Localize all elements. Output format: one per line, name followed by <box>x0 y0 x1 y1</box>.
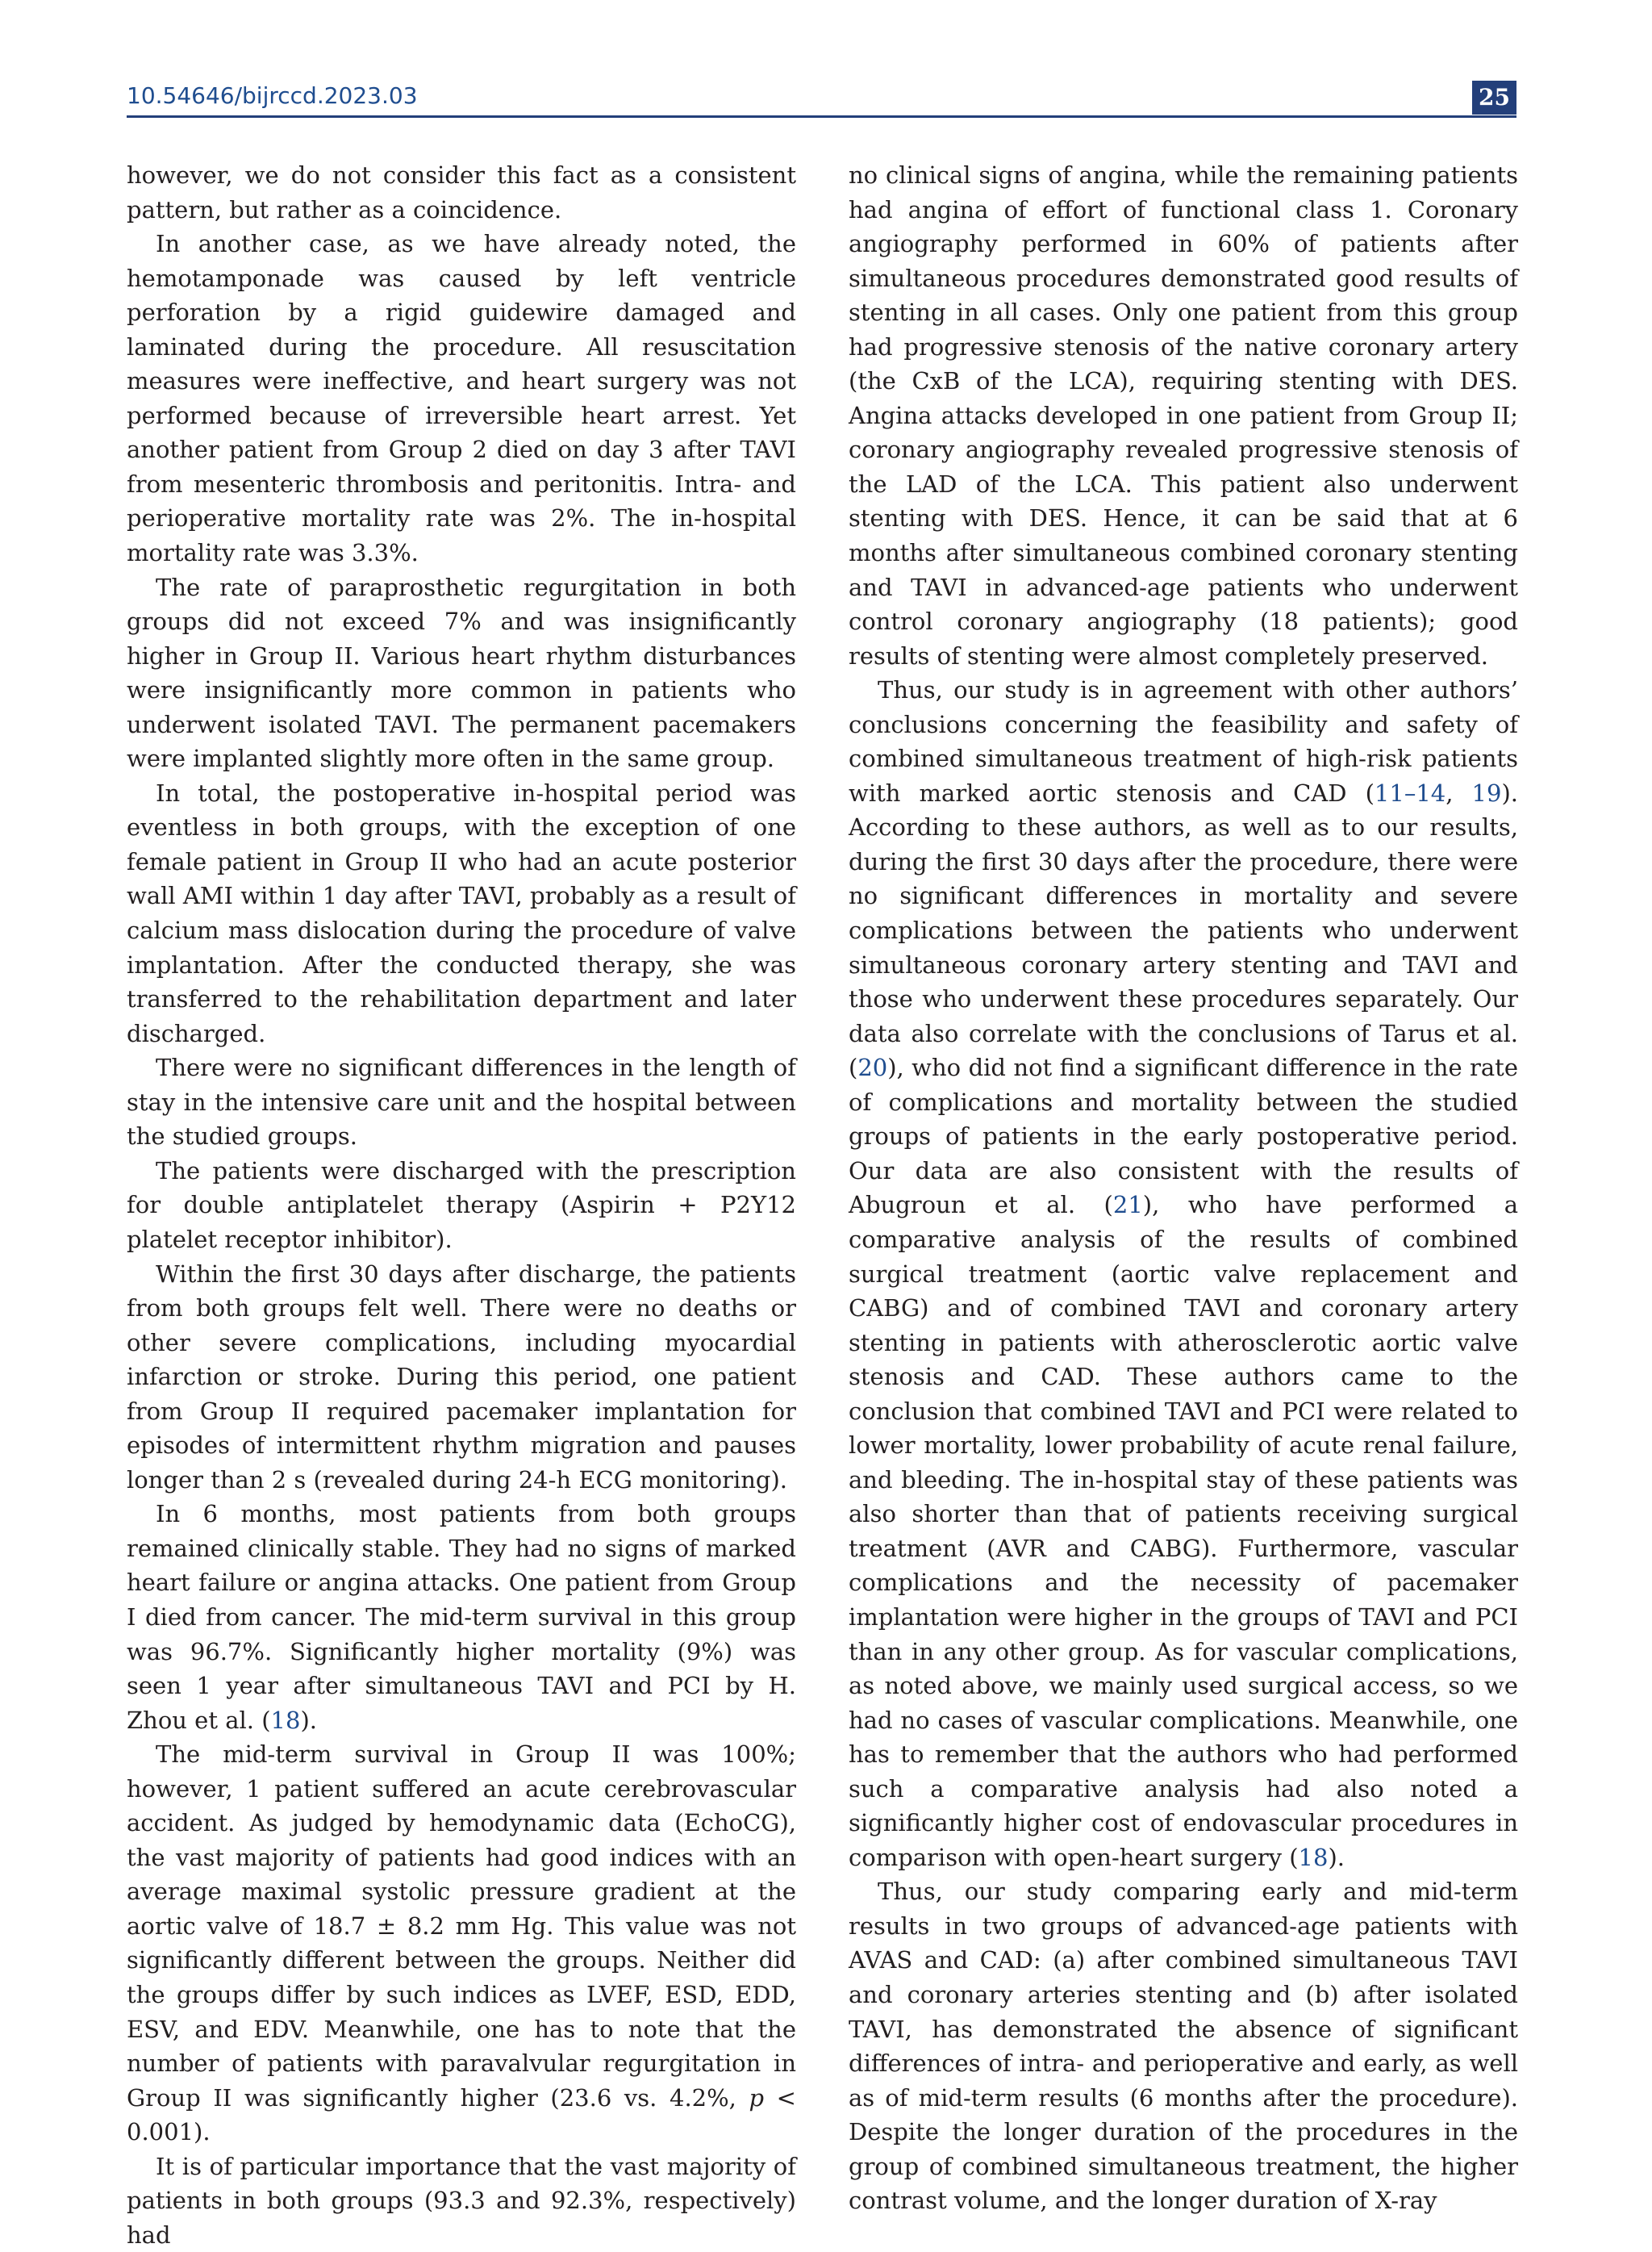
right-column <box>849 158 1518 2218</box>
citation-dash: – <box>1404 779 1416 807</box>
paragraph: Within the first 30 days after discharge, the patients from both groups felt well. There were no deaths or other severe complications, including myocardial infarction or stroke. During this period, one patient from Group II required pacemaker implantation for episodes of intermittent rhythm migration and pauses longer than 2 s (revealed during 24-h ECG monitoring). <box>127 1260 796 1494</box>
paragraph-text: ), who did not find a significant difference in the rate of complications and mortality between the studied groups of patients in the early postoperative period. Our data are also consistent with the results of Abugroun et al. ( <box>849 1054 1518 1219</box>
paragraph <box>127 1497 796 1737</box>
page-number: 25 <box>1472 81 1516 115</box>
citation-link[interactable]: 20 <box>857 1054 888 1082</box>
citation-link[interactable]: 14 <box>1416 779 1446 807</box>
paragraph-text: ). According to these authors, as well as to our results, during the first 30 days after the procedure, there were no significant differences in mortality and severe complications between the patients who underwent simultaneous coronary artery stenting and TAVI and those who underwent these procedures separately. Our data also correlate with the conclusions of Tarus et al. ( <box>849 779 1518 1082</box>
paragraph: In another case, as we have already noted, the hemotamponade was caused by left ventricle perforation by a rigid guidewire damaged and laminated during the procedure. All resuscitation measures were ineffective, and heart surgery was not performed because of irreversible heart arrest. Yet another patient from Group 2 died on day 3 after TAVI from mesenteric thrombosis and peritonitis. Intra- and perioperative mortality rate was 2%. The in-hospital mortality rate was 3.3%. <box>127 230 796 567</box>
left-column <box>127 158 796 2252</box>
paragraph <box>127 1737 796 2150</box>
paragraph-text: Thus, our study is in agreement with other authors’ conclusions concerning the feasibility and safety of combined simultaneous treatment of high-risk patients with marked aortic stenosis and CAD ( <box>849 676 1518 807</box>
paragraph: however, we do not consider this fact as a consistent pattern, but rather as a coincidence. <box>127 161 796 224</box>
paragraph: The rate of paraprosthetic regurgitation in both groups did not exceed 7% and was insignificantly higher in Group II. Various heart rhythm disturbances were insignificantly more common in patients who underwent isolated TAVI. The permanent pacemakers were implanted slightly more often in the same group. <box>127 573 796 773</box>
paragraph-text: ). <box>300 1706 317 1734</box>
citation-link[interactable]: 11 <box>1374 779 1404 807</box>
paragraph-text: In 6 months, most patients from both groups remained clinically stable. They had no signs of marked heart failure or angina attacks. One patient from Group I died from cancer. The mid-term survival in this group was 96.7%. Significantly higher mortality (9%) was seen 1 year after simultaneous TAVI and PCI by H. Zhou et al. ( <box>127 1500 796 1734</box>
paragraph: Thus, our study comparing early and mid-term results in two groups of advanced-age patients with AVAS and CAD: (a) after combined simultaneous TAVI and coronary arteries stenting and (b) after isolated TAVI, has demonstrated the absence of significant differences of intra- and perioperative and early, as well as of mid-term results (6 months after the procedure). Despite the longer duration of the procedures in the group of combined simultaneous treatment, the higher contrast volume, and the longer duration of X-ray <box>849 1878 1518 2215</box>
running-header <box>127 81 1516 116</box>
paragraph: The patients were discharged with the prescription for double antiplatelet therapy (Aspirin + P2Y12 platelet receptor inhibitor). <box>127 1156 796 1253</box>
header-rule <box>127 115 1516 118</box>
paragraph: no clinical signs of angina, while the remaining patients had angina of effort of functional class 1. Coronary angiography performed in 60% of patients after simultaneous procedures demonstrated good results of stenting in all cases. Only one patient from this group had progressive stenosis of the native coronary artery (the CxB of the LCA), requiring stenting with DES. Angina attacks developed in one patient from Group II; coronary angiography revealed progressive stenosis of the LAD of the LCA. This patient also underwent stenting with DES. Hence, it can be said that at 6 months after simultaneous combined coronary stenting and TAVI in advanced-age patients who underwent control coronary angiography (18 patients); good results of stenting were almost completely preserved. <box>849 161 1518 670</box>
p-value-symbol: p <box>749 2083 765 2112</box>
paragraph <box>849 673 1518 1874</box>
citation-link[interactable]: 18 <box>1298 1843 1329 1871</box>
paragraph-text: < 0.001). <box>127 2083 796 2146</box>
paragraph: In total, the postoperative in-hospital period was eventless in both groups, with the exception of one female patient in Group II who had an acute posterior wall AMI within 1 day after TAVI, probably as a result of calcium mass dislocation during the procedure of valve implantation. After the conducted therapy, she was transferred to the rehabilitation department and later discharged. <box>127 779 796 1047</box>
paragraph-text: ). <box>1328 1843 1345 1871</box>
paragraph: There were no significant differences in the length of stay in the intensive care unit and the hospital between the studied groups. <box>127 1054 796 1151</box>
citation-link[interactable]: 21 <box>1112 1191 1143 1219</box>
citation-separator: , <box>1446 779 1472 807</box>
doi-link[interactable]: 10.54646/bijrccd.2023.03 <box>127 82 418 109</box>
citation-link[interactable]: 18 <box>270 1706 301 1734</box>
citation-link[interactable]: 19 <box>1471 779 1502 807</box>
paragraph-text: ), who have performed a comparative analysis of the results of combined surgical treatment (aortic valve replacement and CABG) and of combined TAVI and coronary artery stenting in patients with atherosclerotic aortic valve stenosis and CAD. These authors came to the conclusion that combined TAVI and PCI were related to lower mortality, lower probability of acute renal failure, and bleeding. The in-hospital stay of these patients was also shorter than that of patients receiving surgical treatment (AVR and CABG). Furthermore, vascular complications and the necessity of pacemaker implantation were higher in the groups of TAVI and PCI than in any other group. As for vascular complications, as noted above, we mainly used surgical access, so we had no cases of vascular complications. Meanwhile, one has to remember that the authors who had performed such a comparative analysis had also noted a significantly higher cost of endovascular procedures in comparison with open-heart surgery ( <box>849 1191 1518 1871</box>
paragraph: It is of particular importance that the vast majority of patients in both groups (93.3 and 92.3%, respectively) had <box>127 2152 796 2249</box>
paragraph-text: The mid-term survival in Group II was 100%; however, 1 patient suffered an acute cerebrovascular accident. As judged by hemodynamic data (EchoCG), the vast majority of patients had good indices with an average maximal systolic pressure gradient at the aortic valve of 18.7 ± 8.2 mm Hg. This value was not significantly different between the groups. Neither did the groups differ by such indices as LVEF, ESD, EDD, ESV, and EDV. Meanwhile, one has to note that the number of patients with paravalvular regurgitation in Group II was significantly higher (23.6 vs. 4.2%, <box>127 1740 796 2112</box>
